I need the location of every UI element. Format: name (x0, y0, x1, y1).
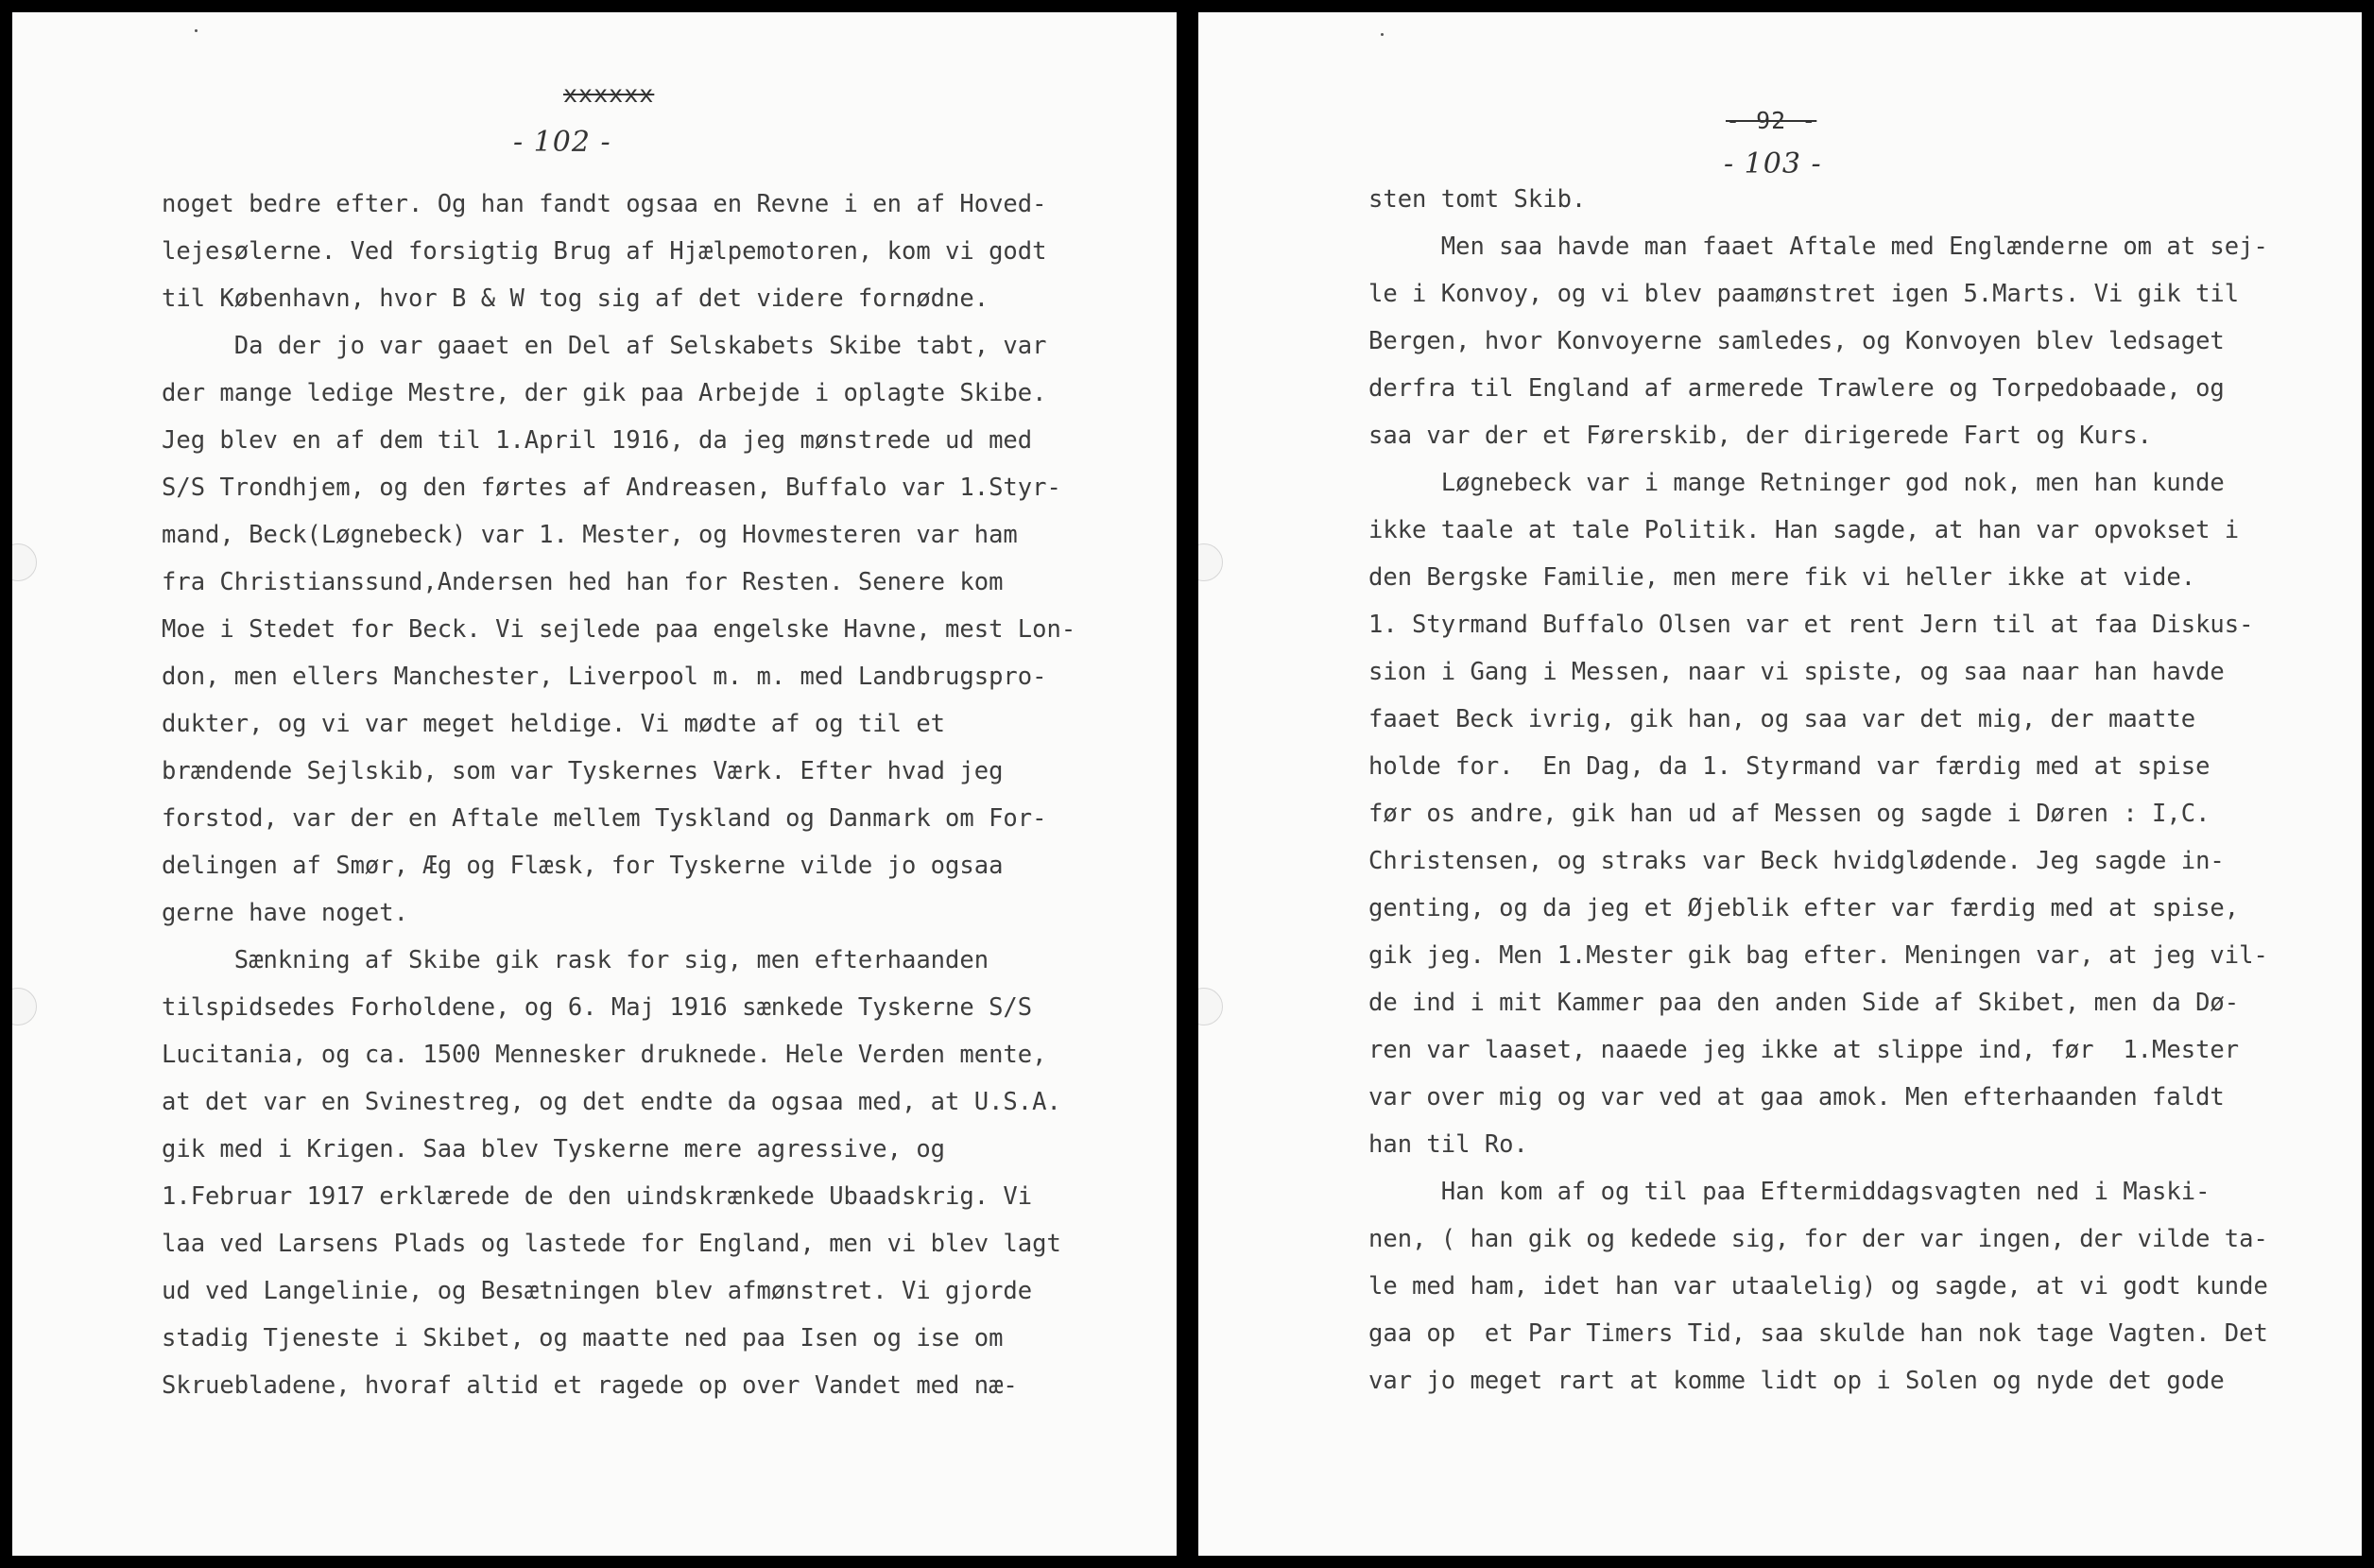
text-line: Lucitania, og ca. 1500 Mennesker druknede. Hele Verden mente, (162, 1041, 1047, 1069)
text-line: Skruebladene, hvoraf altid et ragede op over Vandet med næ- (162, 1371, 1018, 1400)
text-line: var over mig og var ved at gaa amok. Men efterhaanden faldt (1368, 1083, 2225, 1111)
text-line: Bergen, hvor Konvoyerne samledes, og Konvoyen blev ledsaget (1368, 327, 2225, 355)
text-line: Men saa havde man faaet Aftale med Englænderne om at sej- (1368, 233, 2268, 261)
text-line: 1.Februar 1917 erklærede de den uindskrænkede Ubaadskrig. Vi (162, 1182, 1033, 1211)
text-line: fra Christianssund,Andersen hed han for Resten. Senere kom (162, 568, 1004, 596)
text-line: de ind i mit Kammer paa den anden Side af Skibet, men da Dø- (1368, 989, 2240, 1017)
text-line: S/S Trondhjem, og den førtes af Andreasen, Buffalo var 1.Styr- (162, 474, 1061, 502)
punch-hole (1198, 988, 1223, 1025)
right-page (1198, 12, 2362, 1556)
left-page (12, 12, 1177, 1556)
text-line: stadig Tjeneste i Skibet, og maatte ned paa Isen og ise om (162, 1324, 1004, 1353)
text-line: forstod, var der en Aftale mellem Tyskland og Danmark om For- (162, 804, 1047, 833)
punch-hole (12, 543, 37, 581)
text-line: ren var laaset, naaede jeg ikke at slippe ind, før 1.Mester (1368, 1036, 2240, 1064)
punch-hole (1198, 543, 1223, 581)
text-line: Da der jo var gaaet en Del af Selskabets Skibe tabt, var (162, 332, 1047, 360)
left-page-text (162, 181, 1107, 1409)
text-line: Han kom af og til paa Eftermiddagsvagten ned i Maski- (1368, 1178, 2211, 1206)
text-line: laa ved Larsens Plads og lastede for England, men vi blev lagt (162, 1230, 1061, 1258)
text-line: delingen af Smør, Æg og Flæsk, for Tyskerne vilde jo ogsaa (162, 852, 1004, 880)
text-line: var jo meget rart at komme lidt op i Solen og nyde det gode (1368, 1367, 2225, 1395)
text-line: Moe i Stedet for Beck. Vi sejlede paa engelske Havne, mest Lon- (162, 615, 1076, 644)
text-line: derfra til England af armerede Trawlere og Torpedobaade, og (1368, 374, 2225, 403)
page-number: - 102 - (513, 126, 611, 159)
text-line: gik med i Krigen. Saa blev Tyskerne mere agressive, og (162, 1135, 946, 1163)
text-line: Christensen, og straks var Beck hvidglødende. Jeg sagde in- (1368, 847, 2225, 875)
text-line: sten tomt Skib. (1368, 185, 1587, 214)
punch-hole (12, 988, 37, 1025)
text-line: noget bedre efter. Og han fandt ogsaa en Revne i en af Hoved- (162, 190, 1047, 218)
text-line: faaet Beck ivrig, gik han, og saa var det mig, der maatte (1368, 705, 2196, 733)
text-line: genting, og da jeg et Øjeblik efter var færdig med at spise, (1368, 894, 2240, 922)
text-line: le i Konvoy, og vi blev paamønstret igen 5.Marts. Vi gik til (1368, 280, 2240, 308)
text-line: saa var der et Førerskib, der dirigerede Fart og Kurs. (1368, 422, 2153, 450)
text-line: ikke taale at tale Politik. Han sagde, at han var opvokset i (1368, 516, 2240, 544)
text-line: ud ved Langelinie, og Besætningen blev afmønstret. Vi gjorde (162, 1277, 1033, 1305)
text-line: før os andre, gik han ud af Messen og sagde i Døren : I,C. (1368, 800, 2211, 828)
text-line: don, men ellers Manchester, Liverpool m. m. med Landbrugspro- (162, 663, 1047, 691)
text-line: holde for. En Dag, da 1. Styrmand var færdig med at spise (1368, 752, 2211, 781)
text-line: lejesølerne. Ved forsigtig Brug af Hjælpemotoren, kom vi godt (162, 237, 1047, 266)
text-line: gaa op et Par Timers Tid, saa skulde han nok tage Vagten. Det (1368, 1319, 2268, 1348)
text-line: den Bergske Familie, men mere fik vi heller ikke at vide. (1368, 563, 2196, 592)
text-line: at det var en Svinestreg, og det endte da ogsaa med, at U.S.A. (162, 1088, 1061, 1116)
text-line: Jeg blev en af dem til 1.April 1916, da jeg mønstrede ud med (162, 426, 1033, 455)
text-line: le med ham, idet han var utaalelig) og sagde, at vi godt kunde (1368, 1272, 2268, 1301)
text-line: dukter, og vi var meget heldige. Vi mødte af og til et (162, 710, 946, 738)
text-line: Sænkning af Skibe gik rask for sig, men efterhaanden (162, 946, 989, 974)
text-line: gik jeg. Men 1.Mester gik bag efter. Meningen var, at jeg vil- (1368, 941, 2268, 970)
text-line: tilspidsedes Forholdene, og 6. Maj 1916 sænkede Tyskerne S/S (162, 993, 1033, 1022)
text-line: mand, Beck(Løgnebeck) var 1. Mester, og Hovmesteren var ham (162, 521, 1018, 549)
text-line: nen, ( han gik og kedede sig, for der var ingen, der vilde ta- (1368, 1225, 2268, 1253)
paper-speck (195, 29, 198, 32)
text-line: til København, hvor B & W tog sig af det videre fornødne. (162, 284, 989, 313)
text-line: gerne have noget. (162, 899, 408, 927)
page-number: - 103 - (1724, 147, 1822, 181)
text-line: der mange ledige Mestre, der gik paa Arbejde i oplagte Skibe. (162, 379, 1047, 407)
text-line: 1. Styrmand Buffalo Olsen var et rent Jern til at faa Diskus- (1368, 611, 2254, 639)
struck-page-number: - 92 - (1726, 107, 1817, 134)
struck-page-number: xxxxxx (563, 80, 655, 108)
text-line: Løgnebeck var i mange Retninger god nok, men han kunde (1368, 469, 2225, 497)
text-line: sion i Gang i Messen, naar vi spiste, og saa naar han havde (1368, 658, 2225, 686)
text-line: brændende Sejlskib, som var Tyskernes Værk. Efter hvad jeg (162, 757, 1004, 785)
paper-speck (1381, 33, 1384, 36)
right-page-text (1368, 176, 2314, 1404)
text-line: han til Ro. (1368, 1130, 1528, 1159)
